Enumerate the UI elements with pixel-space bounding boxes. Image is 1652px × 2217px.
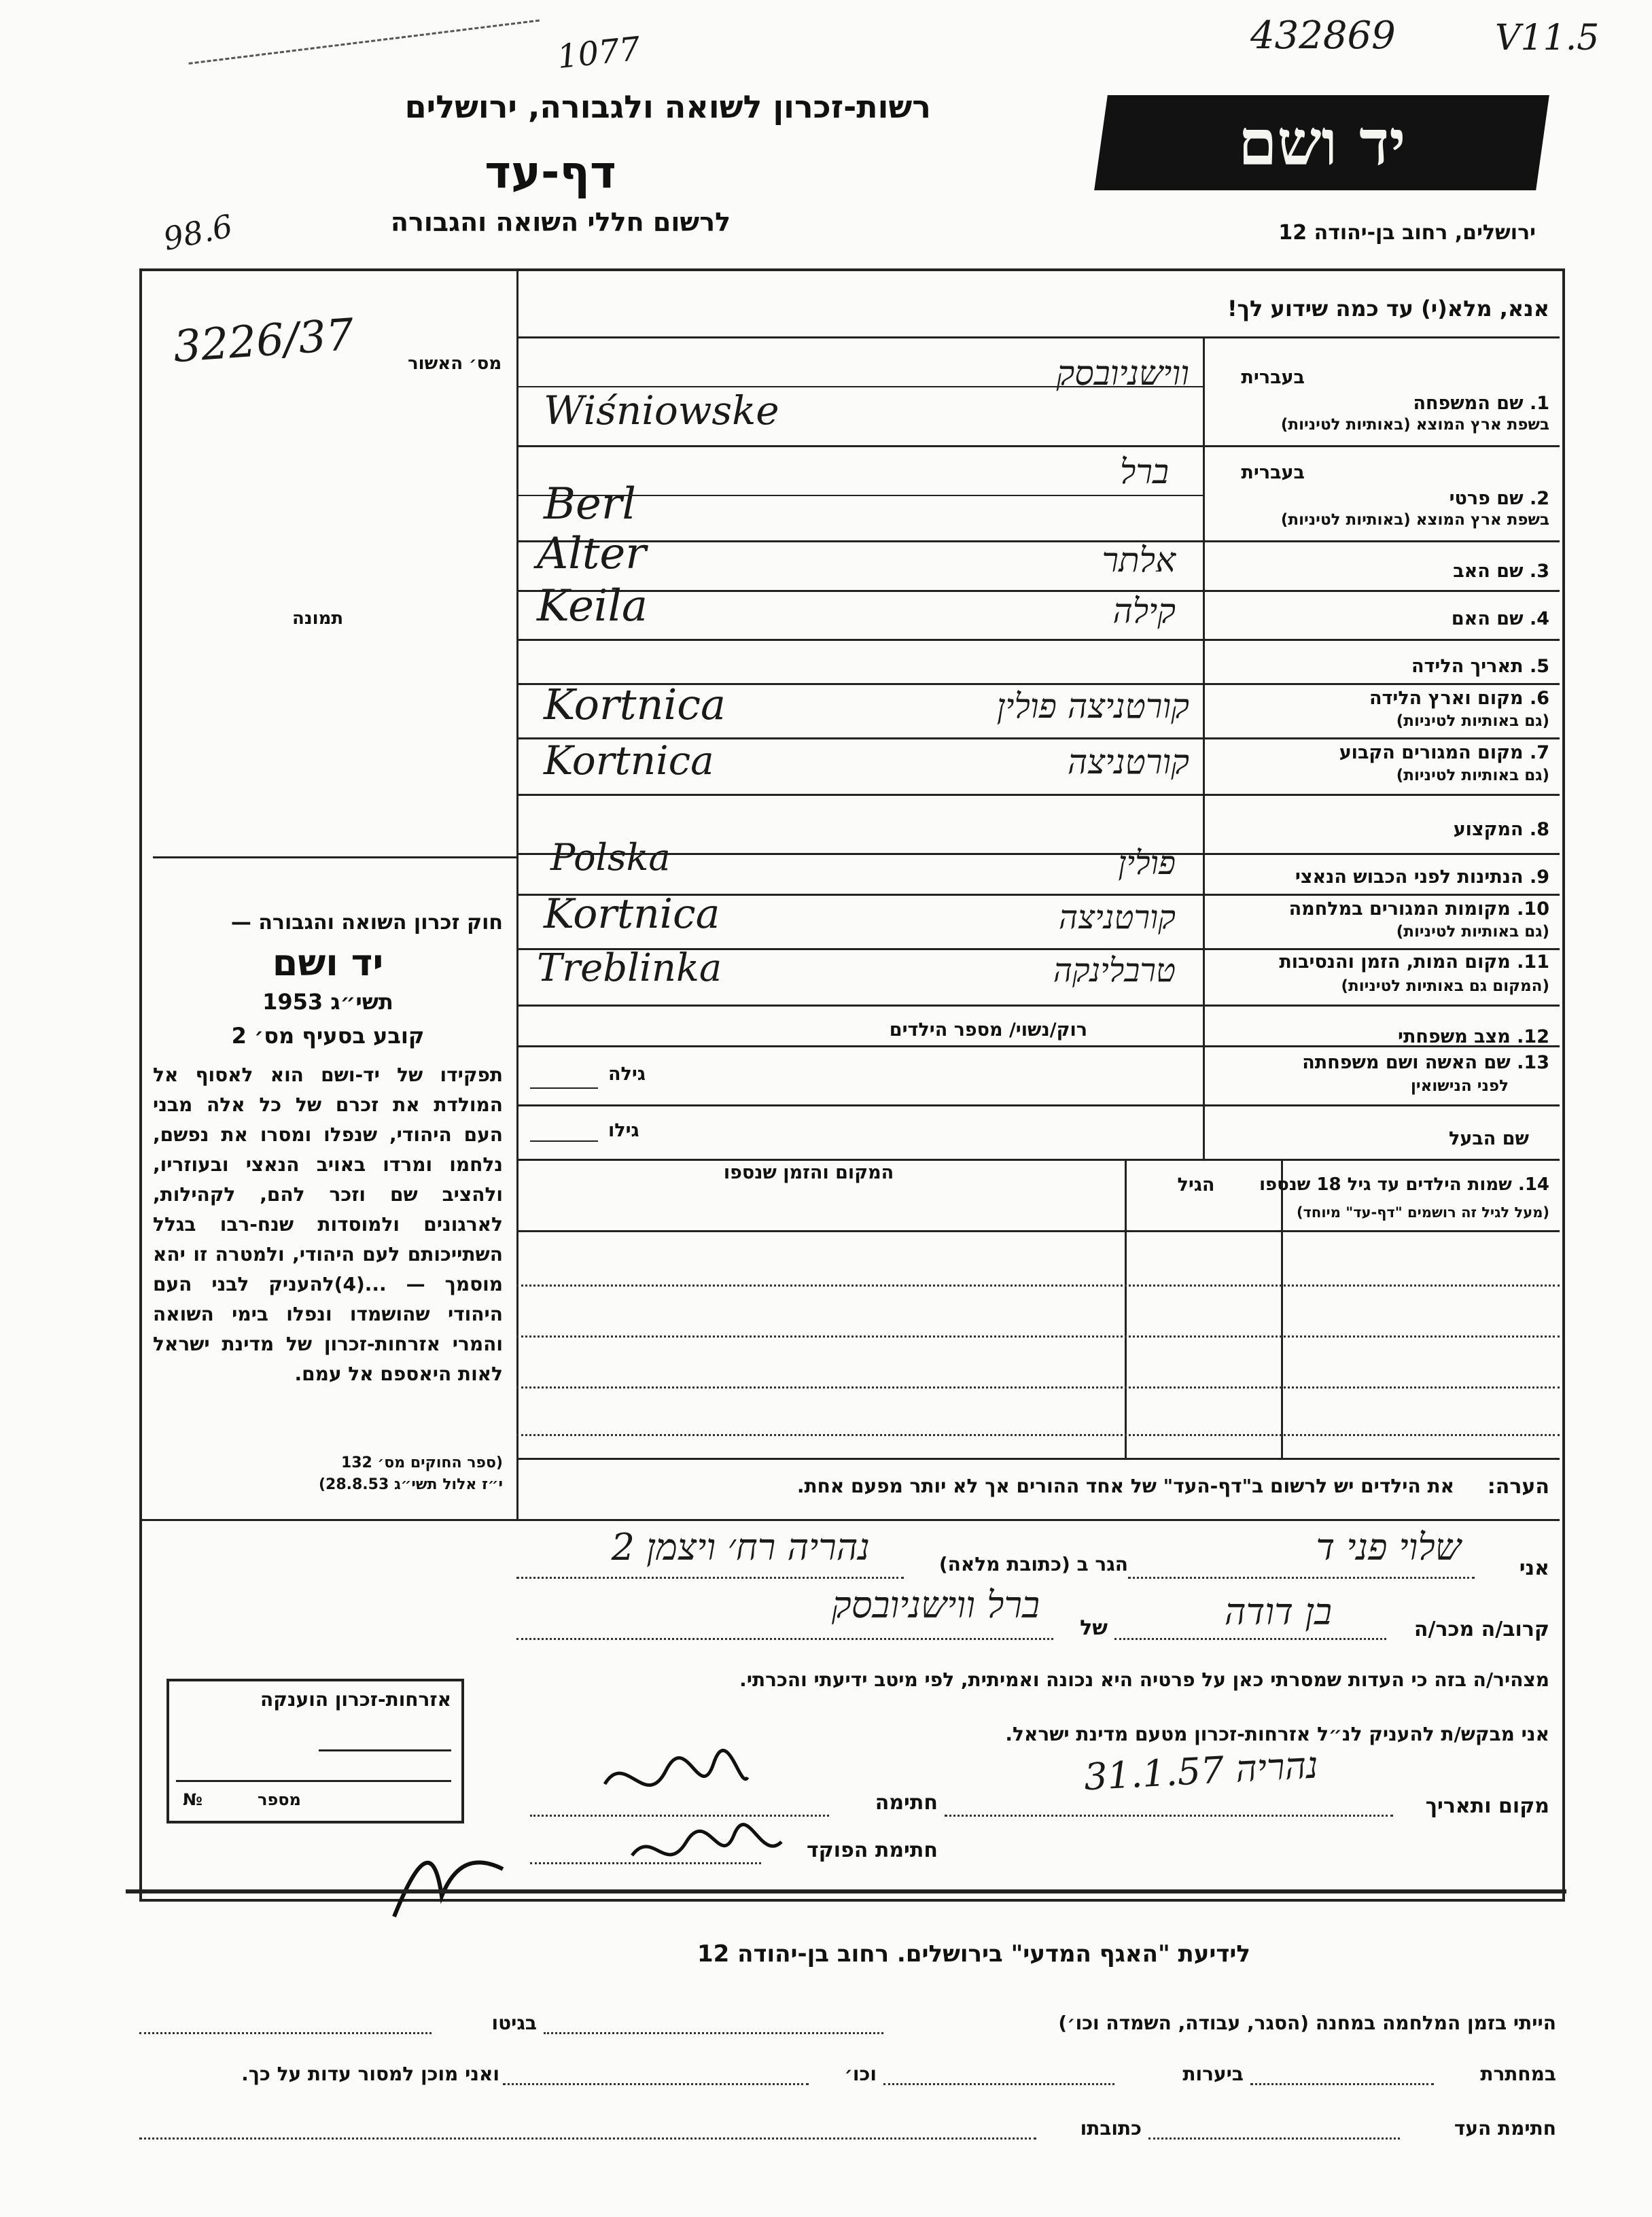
certificate-box (166, 1679, 464, 1823)
row-line-6 (516, 639, 1560, 641)
field-1-latin-value: Wiśniowske (544, 387, 779, 434)
place-date-line (945, 1815, 1393, 1817)
witness-sign-line (1148, 2137, 1400, 2140)
certificate-number-sign: № (183, 1790, 203, 1809)
children-col-name-sub: (מעל לגיל זה רושמים "דף-עד" מיוחד) (1296, 1204, 1549, 1221)
children-table (516, 1159, 1560, 1458)
field-13-sub: לפני הנישואין (1411, 1077, 1509, 1095)
address-line: ירושלים, רחוב בן-יהודה 12 (1278, 221, 1536, 245)
declarant-signature (598, 1743, 754, 1818)
relation-value: בן דודה (1224, 1590, 1332, 1633)
certificate-title: אזרחות-זכרון הוענקה (260, 1688, 451, 1711)
note-bottom-line (139, 1519, 1560, 1521)
field-11-hint: (המקום גם באותיות לטיניות) (1341, 977, 1549, 995)
wife-age-line (530, 1087, 598, 1089)
resides-label: הגר ב (כתובת מלאה) (938, 1553, 1128, 1575)
camp-line (544, 2032, 883, 2034)
col-divider-2 (1281, 1159, 1283, 1458)
reference-number: 432869 (1250, 14, 1396, 58)
field-7-hint: (גם באותיות לטיניות) (1396, 767, 1549, 784)
col-divider-1 (1125, 1159, 1127, 1458)
declaration-text: מצהיר/ה בזה כי העדות שמסרתי כאן על פרטיה היא נכונה ואמיתית, לפי מיטב ידיעתי והכרתי. (739, 1669, 1549, 1691)
row-line-2 (516, 445, 1560, 447)
children-col-place: המקום והזמן שנספו (723, 1162, 894, 1183)
declarant-i-label: אני (1519, 1556, 1549, 1580)
field-9-label: 9. הנתינות לפני הכבוש הנאצי (1295, 867, 1549, 888)
yad-vashem-logo (1094, 95, 1549, 190)
field-4-latin-value: Keila (537, 581, 648, 631)
table-header-line (516, 1230, 1560, 1232)
footer-top-line (126, 1889, 1566, 1893)
table-row-3 (516, 1386, 1560, 1389)
of-line (516, 1638, 1053, 1640)
hebrew-label-1: בעברית (1241, 367, 1305, 388)
officer-signature (625, 1821, 788, 1883)
address-value: נהריה רח׳ ויצמן 2 (611, 1526, 870, 1569)
officer-line (530, 1862, 761, 1864)
table-row-2 (516, 1336, 1560, 1338)
field-13-label: 13. שם האשה ושם משפחתה (1302, 1052, 1549, 1073)
field-3-hebrew-value: אלתר (1102, 540, 1176, 580)
etc-label: וכו׳ (844, 2063, 877, 2085)
forests-label: ביערות (1182, 2063, 1244, 2085)
camp-line-label: הייתי בזמן המלחמה במחנה (הסגר, עבודה, השמדה וכו׳) (1058, 2012, 1556, 2034)
law-text: תפקידו של יד-ושם הוא לאסוף אל המולדת את זכרם של כל אלה מבני העם היהודי, שנפלו ומסרו את נפשם, נלחמו ומרדו באויב הנאצי ובעוזריו, ולהציב שם וזכר להם, לקהילות, לארגונים ולמוסדות שנח-רבו בגלל השתייכותם לעם היהודי, ולמטרה זו יהא מוסמך — ...(4)להעניק לבני העם היהודי שהושמדו ונפלו בימי השואה והמרי אזרחות-זכרון של מדינת ישראל לאות היאספם אל עמם. (153, 1064, 503, 1385)
field-2-latin-value: Berl (544, 479, 636, 529)
intro-underline (516, 336, 1560, 338)
logo-text: יד ושם (1237, 106, 1406, 179)
photo-label: תמונה (292, 608, 344, 629)
field-10-hebrew-value: קורטניצה (1058, 898, 1176, 937)
field-1-hebrew-value: ווישניובסק (1056, 353, 1189, 393)
field-1-label: 1. שם המשפחה (1413, 393, 1549, 414)
reference-code: V11.5 (1495, 18, 1600, 58)
field-9-hebrew-value: פולין (1118, 844, 1176, 882)
place-date-label: מקום ותאריך (1425, 1794, 1549, 1818)
field-3-label: 3. שם האב (1453, 561, 1549, 582)
form-title: דף-עד (485, 146, 616, 198)
relation-line (1114, 1638, 1386, 1640)
ghetto-label: בגיטו (491, 2012, 537, 2034)
etc-line (503, 2083, 809, 2085)
field-7-label: 7. מקום המגורים הקבוע (1339, 742, 1549, 763)
hebrew-label-2: בעברית (1241, 462, 1305, 483)
witness-address-label: כתובתו (1080, 2117, 1142, 2140)
field-6-hint: (גם באותיות לטיניות) (1396, 712, 1549, 730)
signature-label: חתימה (875, 1791, 938, 1815)
field-4-label: 4. שם האם (1451, 608, 1549, 629)
field-10-latin-value: Kortnica (544, 890, 720, 938)
place-date-value: נהריה 31.1.57 (1083, 1743, 1320, 1799)
org-line: רשות-זכרון לשואה ולגבורה, ירושלים (404, 88, 931, 125)
field-1-hint: בשפת ארץ המוצא (באותיות לטיניות) (1280, 416, 1549, 434)
field-8-label: 8. המקצוע (1453, 819, 1549, 840)
certificate-line-2 (176, 1780, 451, 1782)
relative-label: קרוב/ה מכר/ה (1413, 1618, 1549, 1641)
field-7-latin-value: Kortnica (544, 737, 714, 784)
footer-info-text: לידיעת "האגף המדעי" בירושלים. רחוב בן-יהודה 12 (697, 1940, 1250, 1968)
row-line-9 (516, 794, 1560, 796)
field-2-label: 2. שם פרטי (1449, 488, 1549, 509)
ready-text: ואני מוכן למסור עדות על כך. (241, 2063, 499, 2085)
of-value: ברל ווישניובסק (831, 1584, 1040, 1626)
row-line-3 (516, 495, 1203, 496)
witness-address-line (139, 2137, 1036, 2140)
form-subtitle: לרשום חללי השואה והגבורה (390, 207, 731, 237)
field-11-label: 11. מקום המות, הזמן והנסיבות (1279, 952, 1549, 973)
law-reference-2: י״ז אלול תשי״ג 28.8.53) (318, 1476, 503, 1493)
row-line-15 (516, 1104, 1560, 1106)
field-4-hebrew-value: קילה (1112, 591, 1176, 631)
husband-age-label: גילו (608, 1120, 639, 1141)
table-row-4 (516, 1434, 1560, 1436)
signature-line (530, 1815, 829, 1817)
request-text: אני מבקש/ת להעניק לנ״ל אזרחות-זכרון מטעם מדינת ישראל. (1005, 1723, 1549, 1745)
row-line-14 (516, 1045, 1560, 1047)
field-6-label: 6. מקום וארץ הלידה (1369, 688, 1549, 709)
photo-bottom-line (153, 856, 516, 858)
law-title: חוק זכרון השואה והגבורה — (230, 911, 503, 935)
field-6-hebrew-value: קורטניצה פולין (996, 686, 1189, 726)
field-6-latin-value: Kortnica (544, 680, 726, 729)
husband-label: שם הבעל (1448, 1128, 1529, 1149)
witness-sign-label: חתימת העד (1454, 2117, 1556, 2140)
record-number-value: 3226/37 (171, 309, 356, 373)
field-11-hebrew-value: טרבלינקה (1053, 952, 1176, 990)
field-11-latin-value: Treblinka (537, 946, 722, 990)
note-top-line (516, 1458, 1560, 1460)
forests-line (883, 2083, 1114, 2085)
officer-label: חתימת הפוקד (807, 1838, 938, 1862)
label-column-divider (1203, 336, 1205, 1159)
table-row-1 (516, 1285, 1560, 1287)
ghetto-line (139, 2032, 432, 2034)
field-3-latin-value: Alter (537, 529, 646, 579)
note-label: הערה: (1487, 1475, 1549, 1499)
field-10-label: 10. מקומות המגורים במלחמה (1288, 898, 1549, 920)
field-7-hebrew-value: קורטניצה (1067, 742, 1189, 782)
note-text: את הילדים יש לרשום ב"דף-העד" של אחד ההורים אך לא יותר מפעם אחת. (796, 1475, 1454, 1497)
field-2-hint: בשפת ארץ המוצא (באותיות לטיניות) (1280, 511, 1549, 529)
field-12-label: 12. מצב משפחתי (1398, 1026, 1549, 1047)
field-5-label: 5. תאריך הלידה (1411, 656, 1549, 677)
certificate-line-1 (319, 1749, 451, 1751)
record-number-label: מס׳ האשור (408, 353, 502, 374)
underground-label: במחתרת (1480, 2063, 1556, 2085)
law-year: תשי״ג 1953 (262, 989, 393, 1015)
margin-stamp: 98.6 (160, 207, 236, 258)
field-10-hint: (גם באותיות לטיניות) (1396, 923, 1549, 941)
children-col-age: הגיל (1177, 1174, 1215, 1195)
law-reference-1: (ספר החוקים מס׳ 132 (340, 1454, 503, 1471)
row-line-13 (516, 1005, 1560, 1007)
field-2-hebrew-value: ברל (1119, 452, 1169, 491)
children-col-name: 14. שמות הילדים עד גיל 18 שנספו (1259, 1174, 1549, 1195)
law-name: יד ושם (272, 941, 384, 984)
field-12-options: רוק/נשוי/ מספר הילדים (889, 1019, 1087, 1041)
intro-text: אנא, מלא(י) עד כמה שידוע לך! (1227, 296, 1549, 321)
of-label: של (1080, 1616, 1108, 1640)
law-section: קובע בסעיף מס׳ 2 (231, 1023, 425, 1049)
declarant-name-line (1128, 1577, 1475, 1579)
underground-line (1250, 2083, 1434, 2085)
large-signature (381, 1835, 516, 1923)
field-9-latin-value: Polska (550, 836, 671, 879)
husband-age-line (530, 1140, 598, 1142)
address-line (516, 1577, 904, 1579)
certificate-number-label: מספר (258, 1790, 301, 1809)
wife-age-label: גילה (608, 1064, 646, 1085)
declarant-name-value: שלוי פני ד (1316, 1526, 1461, 1569)
row-line-1 (516, 386, 1203, 387)
top-stamp: 1077 (555, 29, 642, 77)
